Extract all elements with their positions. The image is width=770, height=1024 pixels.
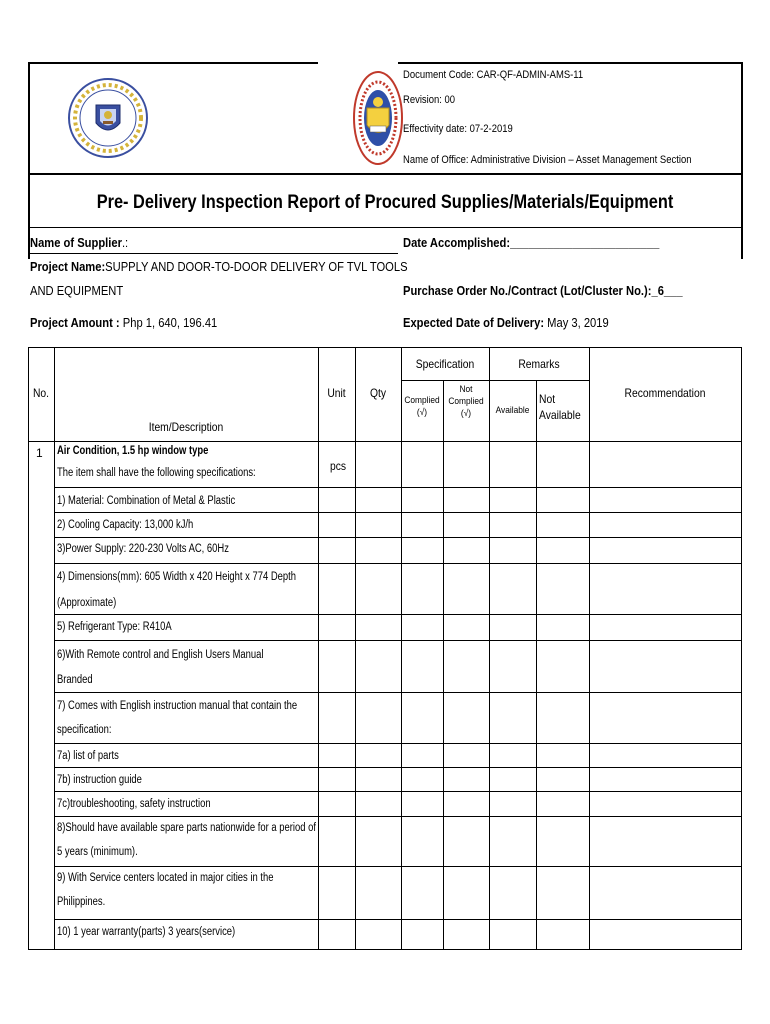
header-bottom-border bbox=[28, 173, 743, 175]
item-spec-line: specification: bbox=[57, 724, 112, 736]
header-no: No. bbox=[32, 386, 50, 400]
item-spec-line: 8)Should have available spare parts nationwide for a period of bbox=[57, 822, 316, 834]
header-unit: Unit bbox=[327, 386, 346, 400]
item-spec-line: 4) Dimensions(mm): 605 Width x 420 Height x 774 Depth bbox=[57, 571, 297, 583]
col-line bbox=[28, 347, 29, 949]
row-divider bbox=[54, 537, 742, 538]
item-spec-line: The item shall have the following specifications: bbox=[57, 467, 256, 479]
header-bottom-line bbox=[28, 441, 742, 442]
col-line bbox=[489, 347, 490, 949]
document-code: Document Code: CAR-QF-ADMIN-AMS-11 bbox=[403, 69, 584, 81]
expected-delivery: Expected Date of Delivery: May 3, 2019 bbox=[403, 315, 609, 330]
table-bottom-border bbox=[28, 949, 742, 950]
frame-right-border bbox=[741, 62, 743, 259]
item-spec-line: 9) With Service centers located in major cities in the bbox=[57, 872, 274, 884]
row-divider bbox=[54, 512, 742, 513]
project-name-continued: AND EQUIPMENT bbox=[30, 283, 124, 298]
item-spec-line: 6)With Remote control and English Users Manual bbox=[57, 649, 264, 661]
row-divider bbox=[54, 487, 742, 488]
row-divider bbox=[54, 614, 742, 615]
item-spec-line: 7a) list of parts bbox=[57, 750, 119, 762]
kagawaran-seal-logo bbox=[67, 77, 149, 159]
header-available: Available bbox=[495, 405, 530, 416]
item-spec-line: (Approximate) bbox=[57, 597, 117, 609]
title-bottom-border bbox=[28, 227, 743, 228]
revision: Revision: 00 bbox=[403, 94, 456, 106]
col-line bbox=[54, 347, 55, 949]
effectivity-date: Effectivity date: 07-2-2019 bbox=[403, 123, 513, 135]
header-not-complied: Not Complied (√) bbox=[448, 384, 484, 419]
item-spec-line: Air Condition, 1.5 hp window type bbox=[57, 445, 209, 457]
row-divider bbox=[54, 640, 742, 641]
col-line bbox=[443, 380, 444, 949]
item-spec-line: 7) Comes with English instruction manual that contain the bbox=[57, 700, 298, 712]
item-spec-line: 3)Power Supply: 220-230 Volts AC, 60Hz bbox=[57, 543, 229, 555]
project-name: Project Name:SUPPLY AND DOOR-TO-DOOR DELIVERY OF TVL TOOLS bbox=[30, 259, 408, 274]
row-divider bbox=[54, 919, 742, 920]
item-unit: pcs bbox=[330, 459, 347, 473]
col-line bbox=[589, 347, 590, 949]
supplier-label: Name of Supplier.: bbox=[30, 235, 129, 250]
frame-left-border bbox=[28, 62, 30, 259]
header-specification: Specification bbox=[415, 357, 475, 371]
item-spec-line: 7b) instruction guide bbox=[57, 774, 142, 786]
header-remarks: Remarks bbox=[518, 357, 560, 371]
header-top-border-left bbox=[28, 62, 318, 64]
page-title: Pre- Delivery Inspection Report of Procured Supplies/Materials/Equipment bbox=[96, 192, 674, 213]
deped-seal-logo bbox=[353, 70, 403, 166]
col-line bbox=[355, 347, 356, 949]
row-divider bbox=[54, 743, 742, 744]
item-number: 1 bbox=[36, 446, 43, 460]
item-spec-line: Philippines. bbox=[57, 896, 106, 908]
purchase-order: Purchase Order No./Contract (Lot/Cluster No.):_6___ bbox=[403, 283, 683, 298]
item-spec-line: Branded bbox=[57, 674, 93, 686]
table-top-border bbox=[28, 347, 742, 348]
header-top-border-right bbox=[398, 62, 742, 64]
project-amount: Project Amount : Php 1, 640, 196.41 bbox=[30, 315, 218, 330]
header-item: Item/Description bbox=[148, 420, 224, 434]
item-spec-line: 5) Refrigerant Type: R410A bbox=[57, 621, 172, 633]
row-divider bbox=[54, 563, 742, 564]
row-divider bbox=[54, 866, 742, 867]
item-spec-line: 2) Cooling Capacity: 13,000 kJ/h bbox=[57, 519, 194, 531]
row-divider bbox=[54, 692, 742, 693]
row-divider bbox=[54, 767, 742, 768]
item-spec-line: 7c)troubleshooting, safety instruction bbox=[57, 798, 211, 810]
col-line bbox=[401, 347, 402, 949]
date-accomplished: Date Accomplished:________________________ bbox=[403, 235, 660, 250]
item-spec-line: 10) 1 year warranty(parts) 3 years(service) bbox=[57, 926, 236, 938]
item-spec-line: 5 years (minimum). bbox=[57, 846, 138, 858]
item-spec-line: 1) Material: Combination of Metal & Plastic bbox=[57, 495, 236, 507]
col-line bbox=[536, 380, 537, 949]
header-recommendation: Recommendation bbox=[624, 386, 706, 400]
header-qty: Qty bbox=[369, 386, 387, 400]
supplier-underline bbox=[28, 253, 398, 254]
subheader-divider bbox=[401, 380, 589, 381]
row-divider bbox=[54, 816, 742, 817]
row-divider bbox=[54, 791, 742, 792]
col-line bbox=[741, 347, 742, 949]
office-name: Name of Office: Administrative Division – Asset Management Section bbox=[403, 154, 692, 166]
header-complied: Complied (√) bbox=[404, 395, 440, 418]
col-line bbox=[318, 347, 319, 949]
header-not-available: Not Available bbox=[539, 392, 581, 422]
